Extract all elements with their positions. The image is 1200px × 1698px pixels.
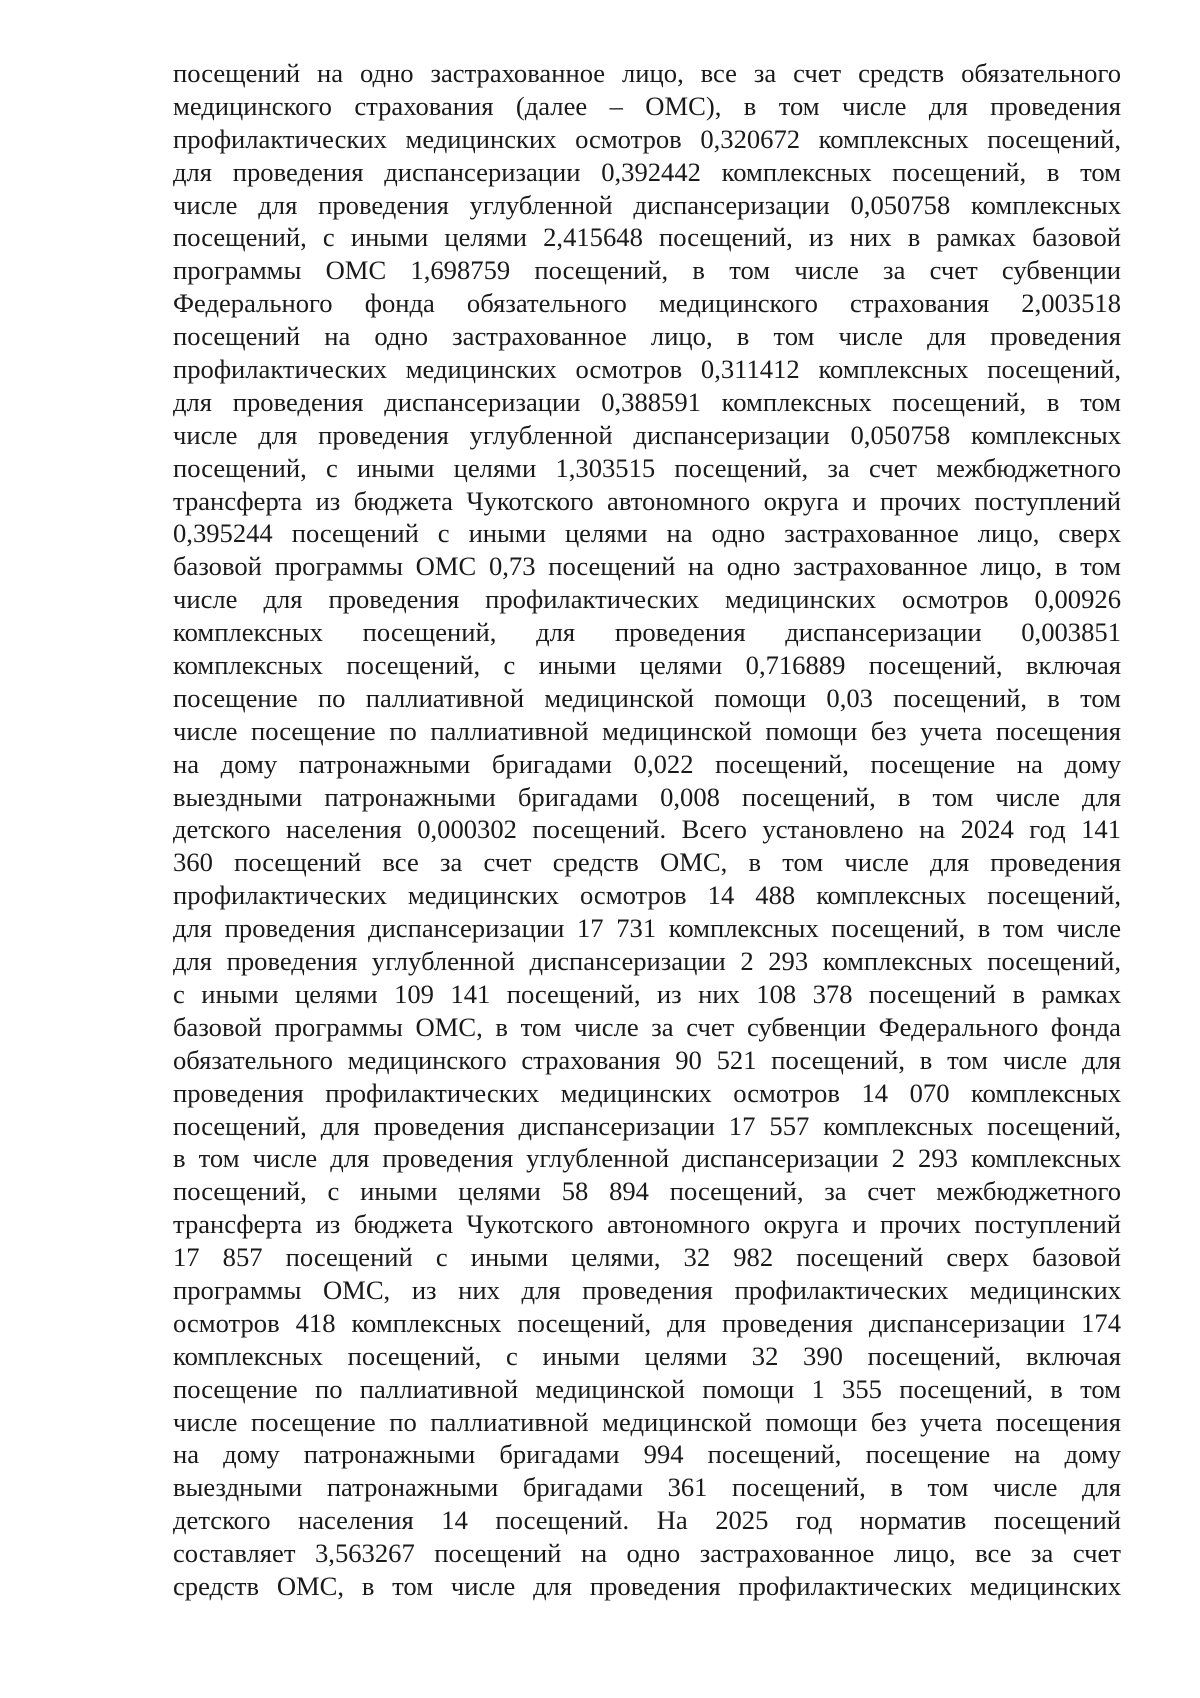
text-line: базовой программы ОМС, в том числе за счет субвенции Федерального фонда <box>173 1011 1121 1042</box>
text-line: посещений на одно застрахованное лицо, в том числе для проведения <box>173 321 1121 352</box>
text-line: на дому патронажными бригадами 994 посещений, посещение на дому <box>173 1439 1121 1470</box>
text-line: осмотров 418 комплексных посещений, для проведения диспансеризации 174 <box>173 1307 1121 1338</box>
text-line: числе для проведения углубленной диспансеризации 0,050758 комплексных <box>173 419 1121 450</box>
text-line: для проведения углубленной диспансеризации 2 293 комплексных посещений, <box>173 946 1121 977</box>
text-line: выездными патронажными бригадами 0,008 посещений, в том числе для <box>173 781 1121 812</box>
text-line: составляет 3,563267 посещений на одно застрахованное лицо, все за счет <box>173 1538 1121 1569</box>
text-line: базовой программы ОМС 0,73 посещений на одно застрахованное лицо, в том <box>173 551 1121 582</box>
text-line: обязательного медицинского страхования 90 521 посещений, в том числе для <box>173 1044 1121 1075</box>
text-line: числе для проведения углубленной диспансеризации 0,050758 комплексных <box>173 189 1121 220</box>
text-line: средств ОМС, в том числе для проведения профилактических медицинских <box>173 1570 1121 1601</box>
text-line: трансферта из бюджета Чукотского автономного округа и прочих поступлений <box>173 485 1121 516</box>
text-line: 17 857 посещений с иными целями, 32 982 посещений сверх базовой <box>173 1242 1121 1273</box>
text-line: посещений, для проведения диспансеризации 17 557 комплексных посещений, <box>173 1110 1121 1141</box>
text-line: детского населения 14 посещений. На 2025 год норматив посещений <box>173 1505 1121 1536</box>
text-line: для проведения диспансеризации 17 731 комплексных посещений, в том числе <box>173 913 1121 944</box>
text-line: программы ОМС, из них для проведения профилактических медицинских <box>173 1274 1121 1305</box>
text-line: медицинского страхования (далее – ОМС), в том числе для проведения <box>173 90 1121 121</box>
text-line: проведения профилактических медицинских осмотров 14 070 комплексных <box>173 1077 1121 1108</box>
text-line: посещений, с иными целями 2,415648 посещений, из них в рамках базовой <box>173 222 1121 253</box>
text-line: 360 посещений все за счет средств ОМС, в том числе для проведения <box>173 847 1121 878</box>
text-line: посещение по паллиативной медицинской помощи 0,03 посещений, в том <box>173 682 1121 713</box>
text-line: в том числе для проведения углубленной диспансеризации 2 293 комплексных <box>173 1143 1121 1174</box>
text-line: выездными патронажными бригадами 361 посещений, в том числе для <box>173 1472 1121 1503</box>
text-line: посещение по паллиативной медицинской помощи 1 355 посещений, в том <box>173 1373 1121 1404</box>
text-line: программы ОМС 1,698759 посещений, в том числе за счет субвенции <box>173 255 1121 286</box>
text-line: трансферта из бюджета Чукотского автономного округа и прочих поступлений <box>173 1209 1121 1240</box>
text-line: комплексных посещений, с иными целями 32 390 посещений, включая <box>173 1340 1121 1371</box>
text-line: числе посещение по паллиативной медицинской помощи без учета посещения <box>173 1406 1121 1437</box>
text-line: профилактических медицинских осмотров 0,320672 комплексных посещений, <box>173 123 1121 154</box>
text-line: 0,395244 посещений с иными целями на одно застрахованное лицо, сверх <box>173 518 1121 549</box>
text-line: числе посещение по паллиативной медицинской помощи без учета посещения <box>173 715 1121 746</box>
text-line: профилактических медицинских осмотров 14 488 комплексных посещений, <box>173 880 1121 911</box>
text-line: на дому патронажными бригадами 0,022 посещений, посещение на дому <box>173 748 1121 779</box>
text-line: посещений, с иными целями 58 894 посещений, за счет межбюджетного <box>173 1176 1121 1207</box>
text-line: числе для проведения профилактических медицинских осмотров 0,00926 <box>173 584 1121 615</box>
text-line: профилактических медицинских осмотров 0,311412 комплексных посещений, <box>173 354 1121 385</box>
text-line: комплексных посещений, с иными целями 0,716889 посещений, включая <box>173 650 1121 681</box>
text-line: посещений на одно застрахованное лицо, все за счет средств обязательного <box>173 58 1121 88</box>
text-line: для проведения диспансеризации 0,392442 комплексных посещений, в том <box>173 156 1121 187</box>
body-paragraph <box>173 57 1121 1603</box>
text-line: посещений, с иными целями 1,303515 посещений, за счет межбюджетного <box>173 452 1121 483</box>
text-line: с иными целями 109 141 посещений, из них 108 378 посещений в рамках <box>173 978 1121 1009</box>
text-line: Федерального фонда обязательного медицинского страхования 2,003518 <box>173 288 1121 319</box>
text-line: детского населения 0,000302 посещений. Всего установлено на 2024 год 141 <box>173 814 1121 845</box>
text-line: комплексных посещений, для проведения диспансеризации 0,003851 <box>173 617 1121 648</box>
text-line: для проведения диспансеризации 0,388591 комплексных посещений, в том <box>173 386 1121 417</box>
